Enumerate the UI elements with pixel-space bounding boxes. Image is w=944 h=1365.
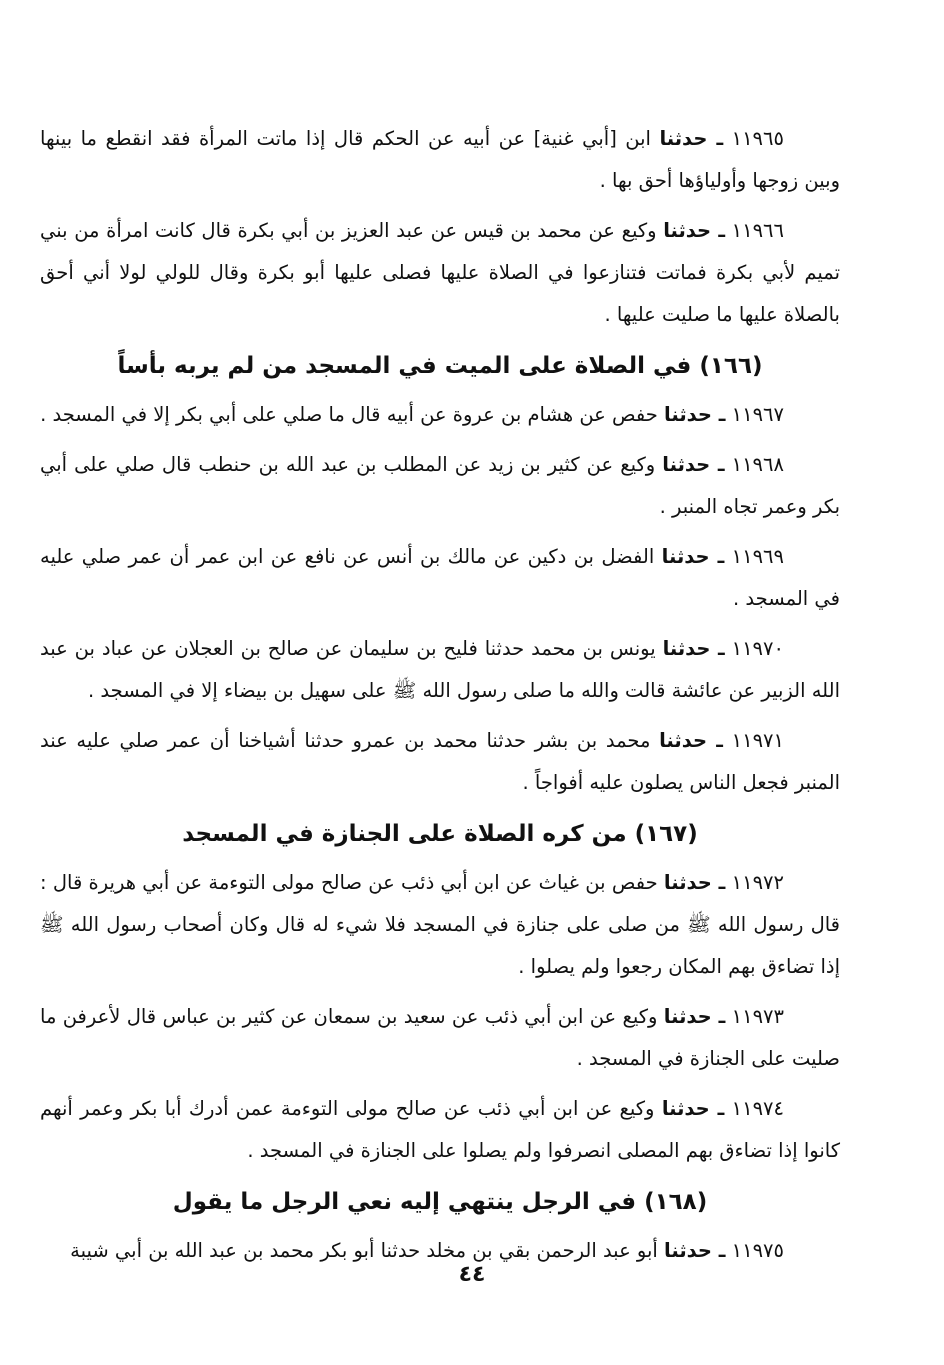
hadith-text: وكيع عن كثير بن زيد عن المطلب بن عبد الله بن حنطب قال صلي على أبي بكر وعمر تجاه المنبر . — [40, 453, 840, 518]
section-heading: (١٦٧) من كره الصلاة على الجنازة في المسجد — [182, 821, 698, 847]
hadith-text: أبو عبد الرحمن بقي بن مخلد حدثنا أبو بكر محمد بن عبد الله بن أبي شيبة — [70, 1239, 658, 1262]
section-heading: (١٦٨) في الرجل ينتهي إليه نعي الرجل ما يقول — [172, 1189, 708, 1215]
section-heading: (١٦٦) في الصلاة على الميت في المسجد من لم يربه بأساً — [117, 353, 763, 379]
hadith-paragraph — [40, 210, 840, 336]
hadith-number: ١١٩٦٩ — [731, 545, 784, 568]
hadith-lead: ـ حدثنا — [661, 1097, 725, 1120]
hadith-text: ابن [أبي غنية] عن أبيه عن الحكم قال إذا ماتت المرأة فقد انقطع ما بينها وبين زوجها وأولياؤها أحق بها . — [40, 127, 840, 192]
hadith-paragraph — [40, 444, 840, 528]
hadith-paragraph — [40, 862, 840, 988]
hadith-text: وكيع عن محمد بن قيس عن عبد العزيز بن أبي بكرة قال كانت امرأة من بني تميم لأبي بكرة فماتت فتنازعوا في الصلاة عليها فصلى عليها أبو بكرة وقال للولي لولا أني أحق بالصلاة عليها ما صليت عليها . — [40, 219, 840, 326]
hadith-lead: ـ حدثنا — [664, 403, 726, 426]
hadith-number: ١١٩٦٧ — [731, 403, 784, 426]
hadith-number: ١١٩٦٨ — [731, 453, 784, 476]
hadith-paragraph — [40, 536, 840, 620]
page-body — [40, 118, 840, 1280]
hadith-number: ١١٩٧٢ — [731, 871, 785, 894]
hadith-lead: ـ حدثنا — [662, 637, 725, 660]
hadith-lead: ـ حدثنا — [664, 1239, 726, 1262]
hadith-text: يونس بن محمد حدثنا فليح بن سليمان عن صالح بن العجلان عن عباد بن عبد الله الزبير عن عائشة قالت والله ما صلى رسول الله ﷺ على سهيل بن بيضاء إلا في المسجد . — [40, 637, 840, 702]
hadith-number: ١١٩٧٣ — [731, 1005, 784, 1028]
hadith-text: حفص عن هشام بن عروة عن أبيه قال ما صلي على أبي بكر إلا في المسجد . — [40, 403, 658, 426]
hadith-text: وكيع عن ابن أبي ذئب عن صالح مولى التوءمة عمن أدرك أبا بكر وعمر أنهم كانوا إذا تضاءق بهم المصلى انصرفوا ولم يصلوا على الجنازة في المسجد . — [40, 1097, 840, 1162]
hadith-lead: ـ حدثنا — [662, 453, 725, 476]
hadith-text: حفص بن غياث عن ابن أبي ذئب عن صالح مولى التوءمة عن أبي هريرة قال : قال رسول الله ﷺ من صلى على جنازة في المسجد فلا شيء له قال وكان أصحاب رسول الله ﷺ إذا تضاءق بهم المكان رجعوا ولم يصلوا . — [40, 871, 840, 978]
hadith-number: ١١٩٦٥ — [731, 127, 784, 150]
hadith-lead: ـ حدثنا — [659, 729, 723, 752]
hadith-text: محمد بن بشر حدثنا محمد بن عمرو حدثنا أشياخنا أن عمر صلي عليه عند المنبر فجعل الناس يصلون عليه أفواجاً . — [40, 729, 840, 794]
hadith-lead: ـ حدثنا — [663, 871, 726, 894]
hadith-paragraph — [40, 118, 840, 202]
hadith-lead: ـ حدثنا — [659, 127, 724, 150]
hadith-paragraph — [40, 628, 840, 712]
hadith-lead: ـ حدثنا — [663, 1005, 726, 1028]
hadith-number: ١١٩٦٦ — [731, 219, 785, 242]
hadith-paragraph — [40, 394, 840, 436]
page-number: ٤٤ — [458, 1262, 486, 1287]
hadith-text: الفضل بن دكين عن مالك بن أنس عن نافع عن ابن عمر أن عمر صلي عليه في المسجد . — [40, 545, 840, 610]
hadith-lead: ـ حدثنا — [661, 545, 725, 568]
hadith-paragraph — [40, 720, 840, 804]
hadith-number: ١١٩٧١ — [731, 729, 784, 752]
hadith-text: وكيع عن ابن أبي ذئب عن سعيد بن سمعان عن كثير بن عباس قال لأعرفن ما صليت على الجنازة في المسجد . — [40, 1005, 840, 1070]
hadith-number: ١١٩٧٤ — [731, 1097, 785, 1120]
hadith-paragraph — [40, 996, 840, 1080]
hadith-paragraph — [40, 1088, 840, 1172]
hadith-number: ١١٩٧٥ — [731, 1239, 784, 1262]
hadith-lead: ـ حدثنا — [663, 219, 725, 242]
hadith-number: ١١٩٧٠ — [731, 637, 784, 660]
